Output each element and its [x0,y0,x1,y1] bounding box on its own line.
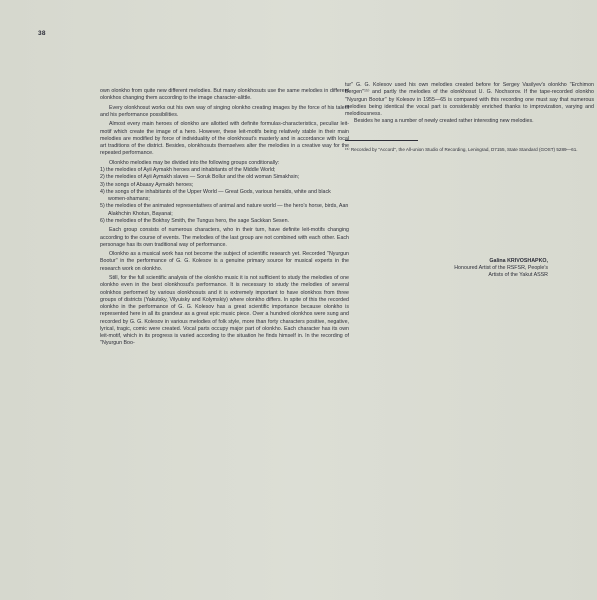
paragraph: Besides he sang a number of newly created rather interesting new melodies. [354,118,534,125]
list-item: 2) the melodies of Ayii Aymakh slaves — Soruk Bollur and the old woman Simakhsin; [100,174,300,181]
list-item: 3) the songs of Abaasy Aymakh heroes; [100,181,194,188]
paragraph: own olonkho from quite new different melodies. But many olonkhosuts use the same melodies in different olonkhos changing them according to the image character-alittle. [100,88,349,102]
paragraph: tur'' G. G. Kolesov used his own melodies created before for Sergey Vasilyev's olonkho ''Erchimon Bergen''¹⁵⁾ and partly the melodies of the olonkhosut U. G. Nochsorov. If the tape-recorded olonkho ''Nyurgun Bootur'' by Kolesov in 1955—65 is compared with this recording one must say that numerous melodies being identical the vocal part is considerably enriched thanks to improvization, varying and melodiousness. [345,82,594,117]
paragraph: Every olonkhosut works out his own way of singing olonkho creating images by the force of his talent and his performance possibilities. [100,104,349,118]
page-number: 38 [38,30,46,37]
list-item: 1) the melodies of Ayii Aymakh heroes and inhabitants of the Middle World; [100,167,276,174]
author-signature-block [400,258,548,280]
author-title-line: Artists of the Yakut ASSR [488,272,548,279]
paragraph: Still, for the full scientific analysis of the olonkho music it is not sufficient to study the melodies of one olonkho even in the best olonkhosut's performance. It is necessary to study the melodies of several oolnkhos performed by various olonkhosuts and it is extremely important to have olonkhos from three groups of districts (Yakutsky, Vilyuisky and Kolymskiy) where olonkho differs. In spite of this the recorded olonkho in the performance of G. G. Kolesov has a great scientific importance because olonkho is represented here in all its grandeur as a great epic music piece. Over a hundred olonkhos were sung and recorded by G. G. Kolesov in various melodies of folk style, more than forty characters positive, negative, lyrical, tragic, comic were created. Vocal parts occupy major part of olonkho. Each character has its own leit-motif, which in its progress is varied according to the situation he finds himself in. In the recording of ''Nyurgun Boo- [100,275,349,347]
author-title-line: Honoured Artist of the RSFSR, People's [454,265,548,272]
footnote: ¹⁵⁾ Recorded by ''Accord'', the All-union Studio of Recording, Leningrad, D7155, State Standard (GOST) 5289—61. [345,146,578,152]
melody-groups-list [100,167,349,225]
paragraph: Almost every main heroes of olonkho are allotted with definite formulas-characteristics, peculiar leit-motif which create the image of a hero. However, these leit-motifs being relatively stable in their main melodies are modified by force of individuality of the olonkhosut's masterly and in accordance with local art traditions of the district. Besides, olonkhosuts themselves alter the melodies in a creative way for the repeated performance. [100,121,349,157]
paragraph: Each group consists of numerous characters, who in their turn, have definite leit-motifs changing according to the course of events. The melodies of the last group are not combined with each other. Each personage has its own traditional way of performance. [100,227,349,248]
footnote-divider [345,140,418,141]
list-item: 5) the melodies of the animated representatives of animal and nature world — the hero's horse, birds, Aan Alakhchin Khotun, Bayanai; [100,203,349,217]
list-item: 4) the songs of the inhabitants of the Upper World — Great Gods, various heralds, white and black women-shamans; [100,188,331,203]
paragraph: Olonkho as a musical work has not become the subject of scientific research yet. Recorded ''Nyurgun Bootur'' in the performance of G. G. Kolesov is a genuine primary source for musical experts in the research work on olonkho. [100,251,349,272]
paragraph: Olonkho melodies may be divided into the following groups conditionally: [109,159,280,166]
list-item: 6) the melodies of the Bokhsy Smith, the Tungus hero, the sage Sackkan Sesen. [100,217,290,224]
author-name: Galina KRIVOSHAPKO, [489,258,548,264]
right-column [345,82,594,153]
left-column [100,88,349,348]
